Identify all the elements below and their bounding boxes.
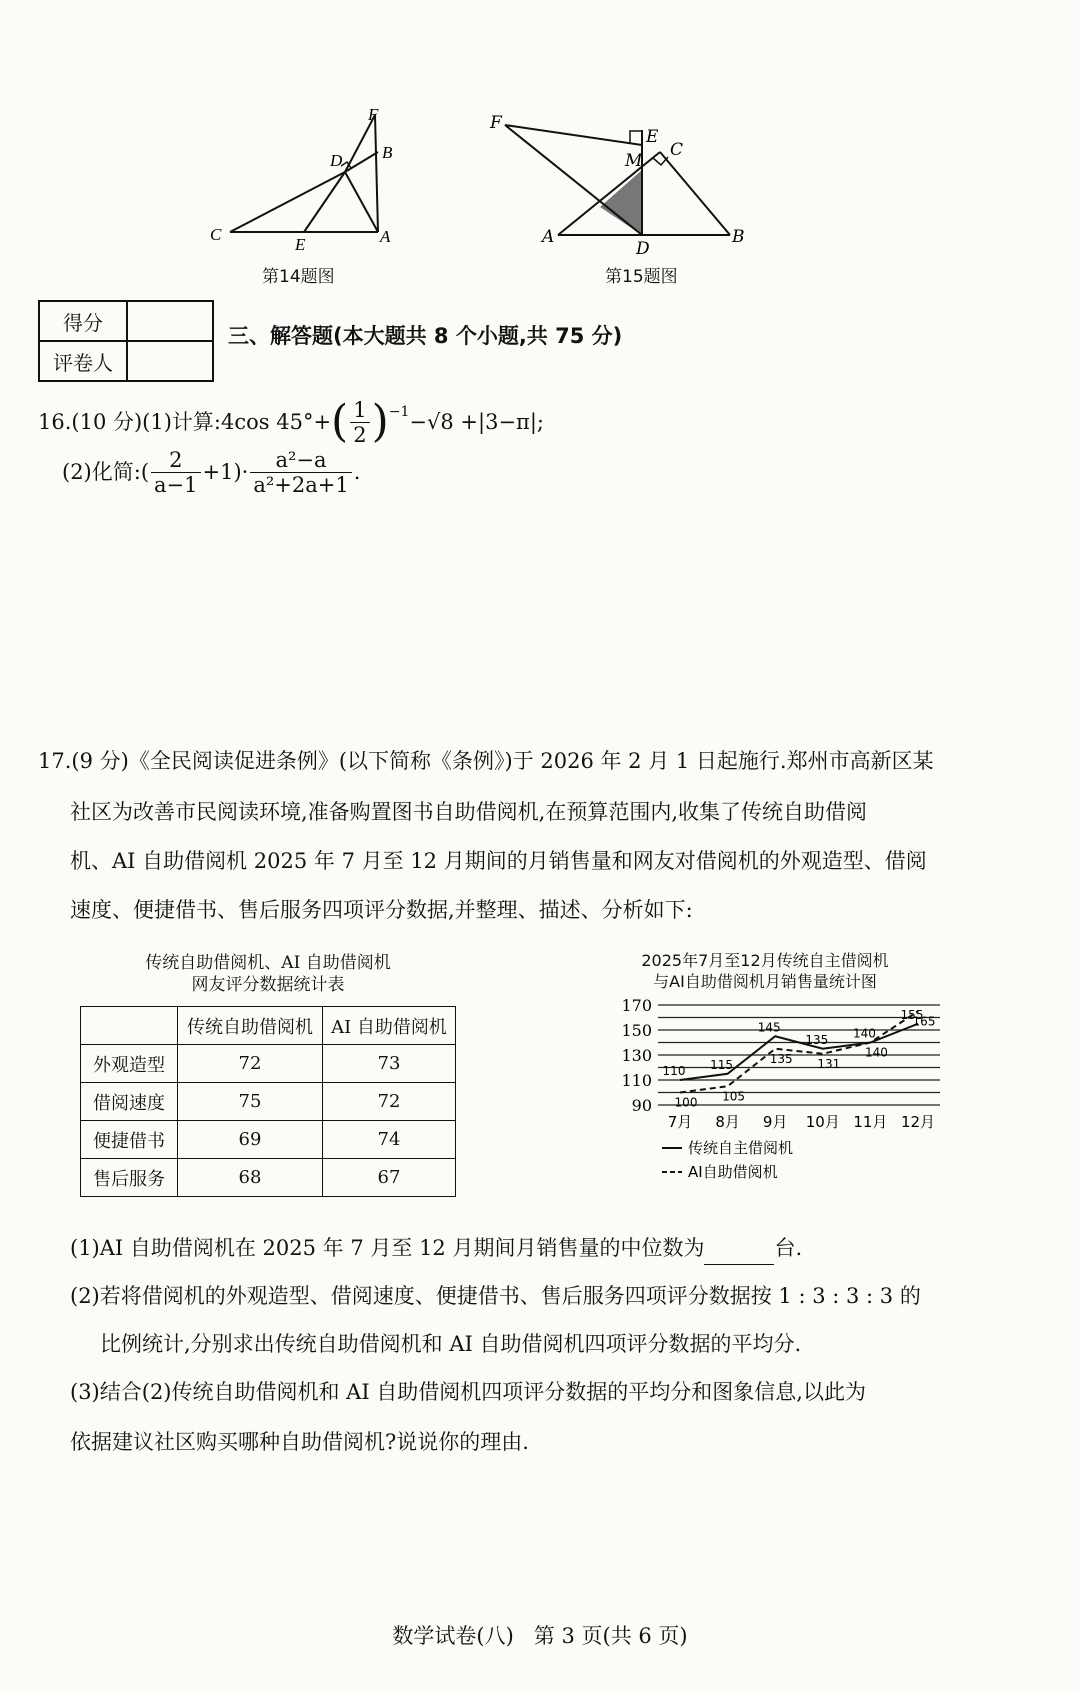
score-label: 得分 — [39, 301, 127, 341]
table-header-cell: 传统自助借阅机 — [178, 1007, 323, 1045]
q16-p2-frac1-num: 2 — [151, 448, 200, 473]
table-cell: 便捷借书 — [81, 1121, 178, 1159]
table-cell: 67 — [323, 1159, 456, 1197]
sales-line-chart — [610, 995, 960, 1185]
table-cell: 外观造型 — [81, 1045, 178, 1083]
data-label: 105 — [722, 1089, 746, 1104]
figure-14 — [200, 100, 430, 285]
q17-sub1-text: (1)AI 自助借阅机在 2025 年 7 月至 12 月期间月销售量的中位数为 — [70, 1236, 705, 1260]
table-header-cell: AI 自助借阅机 — [323, 1007, 456, 1045]
data-label: 140 — [852, 1026, 876, 1041]
q16-rest: −√8 +|3−π|; — [409, 409, 544, 434]
q17-sub1 — [70, 1232, 802, 1265]
y-tick-label: 90 — [631, 1096, 652, 1115]
table-cell: 72 — [323, 1083, 456, 1121]
label-M: M — [625, 151, 643, 171]
paren-right: ) — [371, 396, 389, 447]
page-footer: 数学试卷(八) 第 3 页(共 6 页) — [392, 1624, 688, 1648]
data-label: 115 — [710, 1057, 734, 1072]
q17-line3: 机、AI 自助借阅机 2025 年 7 月至 12 月期间的月销售量和网友对借阅机的外观造型、借阅 — [70, 849, 927, 873]
chart-title — [600, 950, 930, 992]
label-D: D — [636, 239, 650, 259]
q17-line1: 17.(9 分)《全民阅读促进条例》(以下简称《条例》)于 2026 年 2 月 1 日起施行.郑州市高新区某 — [38, 749, 934, 773]
q16-p2-frac1-den: a−1 — [154, 473, 198, 497]
label-F: F — [368, 105, 379, 124]
figure-15-caption: 第15题图 — [605, 267, 678, 287]
q16-p2-frac1 — [151, 448, 200, 497]
table-cell: 69 — [178, 1121, 323, 1159]
figure-15 — [480, 100, 760, 275]
table-cell: 73 — [323, 1045, 456, 1083]
q16-fraction — [350, 398, 369, 447]
data-label: 110 — [662, 1064, 686, 1078]
data-label: 145 — [757, 1020, 781, 1035]
table-title-line1: 传统自助借阅机、AI 自助借阅机 — [145, 953, 391, 973]
table-cell: 72 — [178, 1045, 323, 1083]
q16-p2-end: . — [353, 460, 361, 484]
table-title — [80, 952, 456, 996]
chart-title-line2: 与AI自助借阅机月销售量统计图 — [653, 972, 877, 991]
table-row — [81, 1121, 456, 1159]
data-label: 165 — [912, 1014, 936, 1029]
q16-frac-den: 2 — [353, 422, 367, 447]
q16-part1 — [38, 392, 544, 452]
table-header-row — [81, 1007, 456, 1045]
label-E: E — [295, 235, 306, 254]
q16-frac-num: 1 — [350, 398, 369, 423]
table-row — [81, 1045, 456, 1083]
score-cell[interactable] — [127, 301, 213, 341]
table-row — [81, 1083, 456, 1121]
paren-left: ( — [331, 396, 349, 447]
label-E: E — [646, 127, 659, 147]
data-label: 135 — [769, 1051, 793, 1066]
section-title: 三、解答题(本大题共 8 个小题,共 75 分) — [228, 324, 623, 348]
grader-label: 评卷人 — [39, 341, 127, 381]
table-cell: 68 — [178, 1159, 323, 1197]
table-cell: 售后服务 — [81, 1159, 178, 1197]
label-B: B — [732, 227, 745, 247]
q16-p2-frac2 — [250, 448, 351, 497]
table-title-line2: 网友评分数据统计表 — [191, 975, 345, 995]
grader-cell[interactable] — [127, 341, 213, 381]
label-C: C — [670, 140, 684, 160]
data-label: 131 — [817, 1056, 841, 1071]
figure-14-caption: 第14题图 — [262, 267, 335, 287]
answer-blank[interactable] — [704, 1242, 774, 1265]
table-cell: 借阅速度 — [81, 1083, 178, 1121]
data-label: 155 — [900, 1007, 924, 1022]
q16-p2-frac2-num: a²−a — [250, 448, 351, 473]
q17-sub1-unit: 台. — [774, 1236, 803, 1260]
y-tick-label: 130 — [621, 1046, 652, 1065]
table-cell: 75 — [178, 1083, 323, 1121]
y-tick-label: 170 — [621, 996, 652, 1015]
label-A: A — [542, 227, 555, 247]
q17-sub2-line1: (2)若将借阅机的外观造型、借阅速度、便捷借书、售后服务四项评分数据按 1 : 3 : 3 : 3 的 — [70, 1284, 921, 1308]
x-tick-label: 11月 — [853, 1113, 888, 1131]
q17-sub3-line2: 依据建议社区购买哪种自助借阅机?说说你的理由. — [70, 1430, 529, 1454]
label-A: A — [380, 227, 391, 246]
label-B: B — [382, 143, 393, 162]
q17-sub2-line2: 比例统计,分别求出传统自助借阅机和 AI 自助借阅机四项评分数据的平均分. — [100, 1332, 802, 1356]
label-C: C — [210, 225, 222, 244]
data-label: 140 — [864, 1045, 888, 1060]
q16-p2-mid: +1)· — [202, 460, 249, 484]
q17-sub3-line1: (3)结合(2)传统自助借阅机和 AI 自助借阅机四项评分数据的平均分和图象信息,以此为 — [70, 1380, 866, 1404]
score-box — [38, 300, 214, 382]
label-F: F — [490, 113, 502, 133]
x-tick-label: 12月 — [900, 1113, 936, 1131]
q16-part2 — [62, 448, 360, 497]
score-table — [80, 1006, 456, 1197]
x-tick-label: 8月 — [715, 1113, 740, 1131]
y-tick-label: 110 — [621, 1071, 652, 1090]
chart-title-line1: 2025年7月至12月传统自主借阅机 — [641, 951, 889, 970]
table-header-cell — [81, 1007, 178, 1045]
x-tick-label: 7月 — [667, 1113, 693, 1131]
y-tick-label: 150 — [621, 1021, 652, 1040]
q16-prefix: 16.(10 分)(1)计算:4cos 45°+ — [38, 409, 332, 434]
x-tick-label: 9月 — [762, 1113, 788, 1131]
label-D: D — [330, 151, 343, 170]
data-label: 100 — [674, 1095, 698, 1110]
q17-line2: 社区为改善市民阅读环境,准备购置图书自助借阅机,在预算范围内,收集了传统自助借阅 — [70, 800, 868, 824]
q16-p2-prefix: (2)化简:( — [62, 460, 150, 484]
legend-label: 传统自主借阅机 — [688, 1139, 794, 1157]
table-row — [81, 1159, 456, 1197]
table-cell: 74 — [323, 1121, 456, 1159]
x-tick-label: 10月 — [805, 1113, 840, 1131]
q17-line4: 速度、便捷借书、售后服务四项评分数据,并整理、描述、分析如下: — [70, 898, 693, 922]
q16-exponent: −1 — [388, 404, 410, 420]
q16-p2-frac2-den: a²+2a+1 — [253, 473, 349, 497]
legend-label: AI自助借阅机 — [688, 1163, 778, 1181]
data-label: 135 — [805, 1032, 829, 1047]
